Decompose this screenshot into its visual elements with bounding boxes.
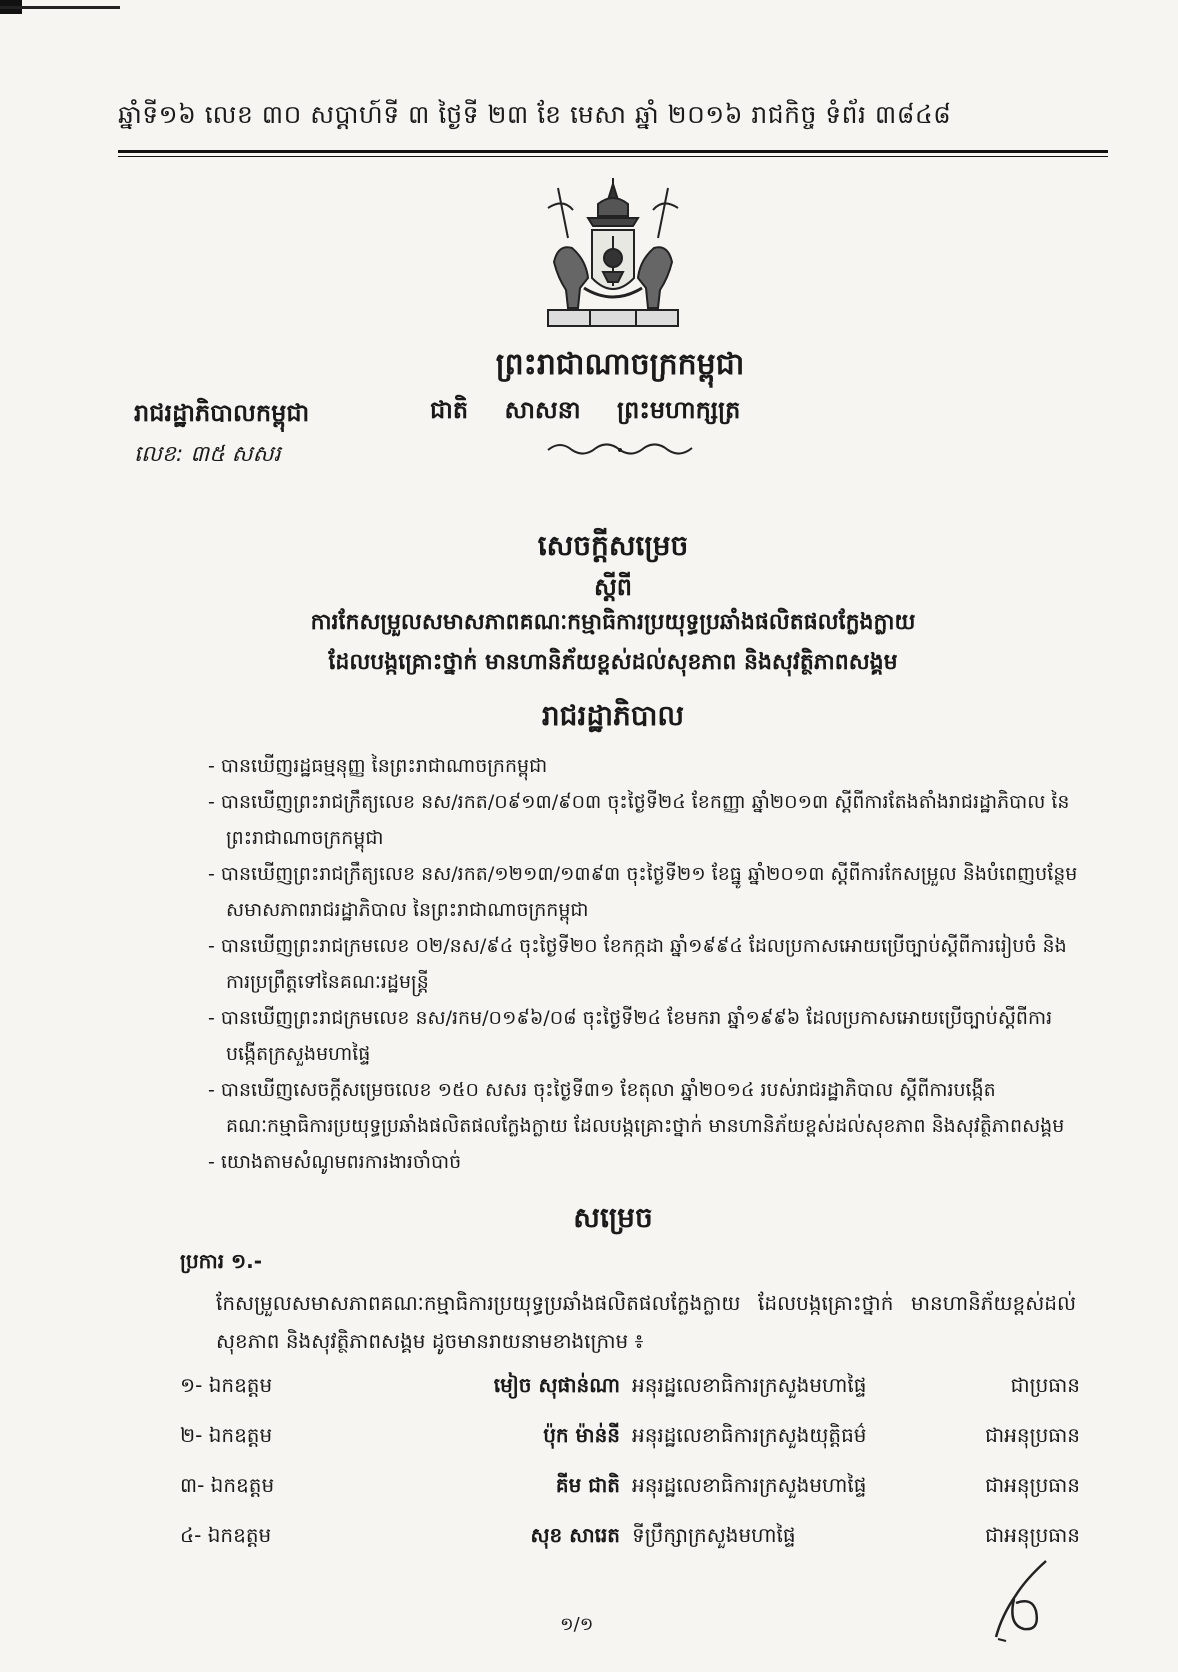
consideration-item: - បានឃើញរដ្ឋធម្មនុញ្ញ នៃព្រះរាជាណាចក្រកម្ពុជា xyxy=(208,755,548,777)
scan-edge-line xyxy=(0,6,120,9)
considerations-list xyxy=(208,748,1078,1180)
member-position: អនុរដ្ឋលេខាធិការក្រសួងយុត្តិធម៌ xyxy=(632,1423,867,1447)
member-position: អនុរដ្ឋលេខាធិការក្រសួងមហាផ្ទៃ xyxy=(632,1373,867,1397)
member-number: ១- ឯកឧត្តម xyxy=(180,1373,273,1397)
consideration-item: - បានឃើញព្រះរាជក្រមលេខ នស/រកម/០១៩៦/០៨ ចុះថ្ងៃទី២៤ ខែមករា ឆ្នាំ១៩៩៦ ដែលប្រកាសអោយប្រើច្បាប់ស្តីពីការបង្កើតក្រសួងមហាផ្ទៃ xyxy=(208,1007,1053,1065)
member-name: ប៉ុក ម៉ាន់នី xyxy=(543,1423,620,1447)
signature-initials xyxy=(986,1555,1066,1645)
member-name: សុខ សារេត xyxy=(530,1523,620,1547)
motto-flourish-ornament xyxy=(540,438,700,458)
consideration-item: - បានឃើញព្រះរាជក្រឹត្យលេខ នស/រកត/០៩១៣/៩០៣ ចុះថ្ងៃទី២៤ ខែកញ្ញា ឆ្នាំ២០១៣ ស្តីពីការតែងតាំងរាជរដ្ឋាភិបាល នៃព្រះរាជាណាចក្រកម្ពុជា xyxy=(208,791,1070,849)
member-row xyxy=(180,1362,1080,1412)
article-1-label: ប្រការ ១.- xyxy=(180,1249,263,1273)
member-number: ៣- ឯកឧត្តម xyxy=(180,1473,275,1497)
member-name: មៀច សុផាន់ណា xyxy=(493,1373,620,1397)
member-role: ជាអនុប្រធាន xyxy=(985,1523,1080,1547)
consideration-item: - យោងតាមសំណូមពរការងារចាំបាច់ xyxy=(208,1151,462,1173)
reference-number: លេខ: ៣៥ សសរ xyxy=(134,442,281,467)
member-row xyxy=(180,1412,1080,1462)
member-role: ជាអនុប្រធាន xyxy=(985,1473,1080,1497)
members-list xyxy=(180,1362,1080,1562)
member-position: អនុរដ្ឋលេខាធិការក្រសួងមហាផ្ទៃ xyxy=(632,1473,867,1497)
royal-arms-emblem xyxy=(528,178,698,338)
member-number: ២- ឯកឧត្តម xyxy=(180,1423,273,1447)
subject-line-2: ដែលបង្កគ្រោះថ្នាក់ មានហានិភ័យខ្ពស់ដល់សុខភាព និងសុវត្ថិភាពសង្គម xyxy=(328,650,898,675)
page-number: ១/១ xyxy=(560,1614,594,1635)
consideration-item: - បានឃើញសេចក្តីសម្រេចលេខ ១៥០ សសរ ចុះថ្ងៃទី៣១ ខែតុលា ឆ្នាំ២០១៤ របស់រាជរដ្ឋាភិបាល ស្តីពីការបង្កើតគណៈកម្មាធិការប្រយុទ្ធប្រឆាំងផលិតផលក្លែងក្លាយ ដែលបង្កគ្រោះថ្នាក់ មានហានិភ័យខ្ពស់ដល់សុខភាព និងសុវត្ថិភាពសង្គម xyxy=(208,1079,1065,1137)
consideration-item: - បានឃើញព្រះរាជក្រឹត្យលេខ នស/រកត/១២១៣/១៣៩៣ ចុះថ្ងៃទី២១ ខែធ្នូ ឆ្នាំ២០១៣ ស្តីពីការកែសម្រួល និងបំពេញបន្ថែមសមាសភាពរាជរដ្ឋាភិបាល នៃព្រះរាជាណាចក្រកម្ពុជា xyxy=(208,863,1078,921)
issuing-government: រាជរដ្ឋាភិបាលកម្ពុជា xyxy=(134,399,310,427)
member-role: ជាប្រធាន xyxy=(1010,1373,1080,1397)
gazette-header: ឆ្នាំទី១៦ លេខ ៣០ សប្តាហ៍ទី ៣ ថ្ងៃទី ២៣ ខែ មេសា ឆ្នាំ ២០១៦ រាជកិច្ច ទំព័រ ៣៨៤៨ xyxy=(118,100,952,129)
header-rule-thin xyxy=(118,156,1108,157)
member-row xyxy=(180,1462,1080,1512)
member-number: ៤- ឯកឧត្តម xyxy=(180,1523,272,1547)
article-1-text: កែសម្រួលសមាសភាពគណៈកម្មាធិការប្រយុទ្ធប្រឆាំងផលិតផលក្លែងក្លាយ ដែលបង្កគ្រោះថ្នាក់ មានហានិភ័យខ្ពស់ដល់សុខភាព និងសុវត្ថិភាពសង្គម ដូចមានរាយនាមខាងក្រោម ៖ xyxy=(216,1291,1076,1353)
national-motto: ជាតិ សាសនា ព្រះមហាក្សត្រ xyxy=(430,396,741,424)
member-position: ទីប្រឹក្សាក្រសួងមហាផ្ទៃ xyxy=(632,1523,796,1547)
subject-line-1: ការកែសម្រួលសមាសភាពគណៈកម្មាធិការប្រយុទ្ធប្រឆាំងផលិតផលក្លែងក្លាយ xyxy=(310,610,916,635)
member-name: គីម ជាតិ xyxy=(555,1473,620,1497)
consideration-item: - បានឃើញព្រះរាជក្រមលេខ ០២/នស/៩៤ ចុះថ្ងៃទី២០ ខែកក្កដា ឆ្នាំ១៩៩៤ ដែលប្រកាសអោយប្រើច្បាប់ស្តីពីការរៀបចំ និងការប្រព្រឹត្តទៅនៃគណៈរដ្ឋមន្ត្រី xyxy=(208,935,1067,993)
government-heading: រាជរដ្ឋាភិបាល xyxy=(541,699,685,732)
member-row xyxy=(180,1512,1080,1562)
header-rule-thick xyxy=(118,150,1108,153)
decides-heading: សម្រេច xyxy=(573,1201,653,1234)
title-about: ស្តីពី xyxy=(593,573,633,601)
kingdom-name: ព្រះរាជាណាចក្រកម្ពុជា xyxy=(495,347,745,382)
member-role: ជាអនុប្រធាន xyxy=(985,1423,1080,1447)
document-title: សេចក្តីសម្រេច xyxy=(537,529,689,562)
